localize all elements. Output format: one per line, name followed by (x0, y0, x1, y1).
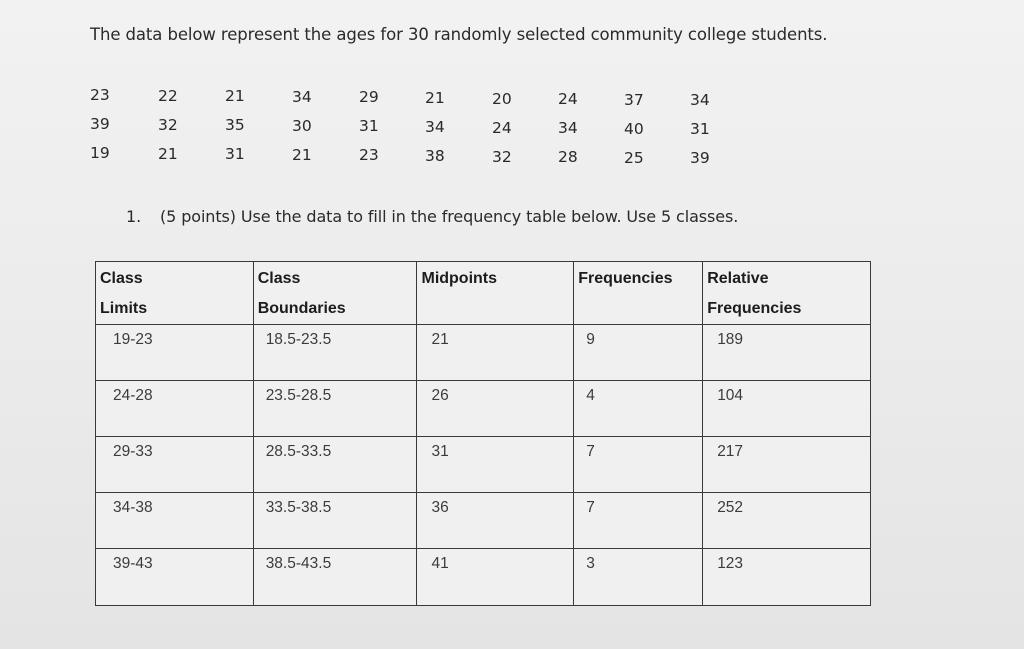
cell-frequency (574, 325, 703, 381)
cell-value: 26 (431, 387, 449, 404)
age-value: 30 (292, 117, 312, 135)
age-value: 37 (624, 91, 644, 109)
age-value: 24 (558, 90, 578, 108)
age-value: 39 (90, 115, 110, 133)
cell-class-boundaries (253, 325, 417, 381)
cell-value: 104 (717, 387, 744, 404)
cell-midpoint (417, 549, 574, 606)
age-value: 23 (90, 86, 110, 104)
frequency-table (95, 261, 871, 606)
cell-class-limits (96, 325, 254, 381)
age-value: 34 (425, 118, 445, 136)
cell-value: 39-43 (113, 555, 153, 572)
header-frequencies (574, 262, 703, 325)
cell-class-limits (96, 381, 254, 437)
cell-frequency (574, 381, 703, 437)
cell-frequency (574, 437, 703, 493)
cell-class-boundaries (253, 381, 417, 437)
cell-value: 41 (431, 555, 449, 572)
header-line: Limits (100, 300, 148, 317)
header-line: Class (100, 270, 143, 287)
cell-class-boundaries (253, 493, 417, 549)
header-midpoints (417, 262, 574, 325)
age-value: 34 (558, 119, 578, 137)
age-value: 32 (158, 116, 178, 134)
table-row (96, 437, 871, 493)
cell-class-limits (96, 493, 254, 549)
header-class-boundaries (253, 262, 417, 325)
header-line: Frequencies (578, 270, 673, 287)
cell-midpoint (417, 437, 574, 493)
table-row (96, 493, 871, 549)
cell-value: 252 (717, 499, 744, 516)
cell-value: 34-38 (113, 499, 153, 516)
header-line: Midpoints (421, 270, 498, 287)
table-row (96, 325, 871, 381)
age-value: 31 (225, 145, 245, 163)
age-value: 21 (158, 145, 178, 163)
cell-midpoint (417, 381, 574, 437)
cell-value: 23.5-28.5 (265, 387, 332, 404)
header-line: Class (257, 270, 301, 287)
age-value: 25 (624, 149, 644, 167)
table-header-row (96, 262, 871, 325)
age-value: 19 (90, 144, 110, 162)
age-value: 28 (558, 148, 578, 166)
cell-class-limits (96, 437, 254, 493)
header-class-limits (96, 262, 254, 325)
header-line: Frequencies (707, 300, 802, 317)
cell-value: 18.5-23.5 (265, 331, 332, 348)
intro-text: The data below represent the ages for 30 randomly selected community college students. (90, 25, 828, 44)
cell-value: 7 (586, 499, 595, 516)
age-value: 21 (425, 89, 445, 107)
header-line: Relative (707, 270, 769, 287)
age-value: 40 (624, 120, 644, 138)
age-value: 35 (225, 116, 245, 134)
question-1 (126, 207, 738, 226)
age-value: 34 (292, 88, 312, 106)
age-value: 22 (158, 87, 178, 105)
question-number: 1. (126, 207, 142, 226)
table-row (96, 381, 871, 437)
age-value: 29 (359, 88, 379, 106)
cell-value: 189 (717, 331, 744, 348)
cell-value: 24-28 (113, 387, 153, 404)
cell-value: 19-23 (113, 331, 153, 348)
cell-midpoint (417, 493, 574, 549)
header-relative-frequencies (703, 262, 871, 325)
cell-value: 3 (586, 555, 595, 572)
cell-value: 217 (717, 443, 744, 460)
cell-relative-frequency (703, 437, 871, 493)
cell-relative-frequency (703, 493, 871, 549)
cell-class-boundaries (253, 549, 417, 606)
cell-value: 33.5-38.5 (265, 499, 332, 516)
age-value: 21 (225, 87, 245, 105)
age-value: 34 (690, 91, 710, 109)
question-text: (5 points) Use the data to fill in the frequency table below. Use 5 classes. (160, 207, 739, 226)
age-value: 31 (359, 117, 379, 135)
age-value: 24 (492, 119, 512, 137)
cell-frequency (574, 493, 703, 549)
cell-relative-frequency (703, 549, 871, 606)
cell-class-limits (96, 549, 254, 606)
cell-relative-frequency (703, 325, 871, 381)
cell-value: 4 (586, 387, 595, 404)
cell-frequency (574, 549, 703, 606)
cell-midpoint (417, 325, 574, 381)
age-value: 38 (425, 147, 445, 165)
cell-value: 123 (717, 555, 744, 572)
age-value: 32 (492, 148, 512, 166)
cell-value: 28.5-33.5 (265, 443, 332, 460)
cell-class-boundaries (253, 437, 417, 493)
cell-value: 29-33 (113, 443, 153, 460)
cell-value: 7 (586, 443, 595, 460)
cell-relative-frequency (703, 381, 871, 437)
header-line: Boundaries (257, 300, 346, 317)
cell-value: 31 (431, 443, 449, 460)
cell-value: 9 (586, 331, 595, 348)
cell-value: 36 (431, 499, 449, 516)
age-value: 39 (690, 149, 710, 167)
age-value: 31 (690, 120, 710, 138)
age-value: 23 (359, 146, 379, 164)
cell-value: 21 (431, 331, 449, 348)
age-value: 20 (492, 90, 512, 108)
table-row (96, 549, 871, 606)
age-value: 21 (292, 146, 312, 164)
cell-value: 38.5-43.5 (265, 555, 332, 572)
